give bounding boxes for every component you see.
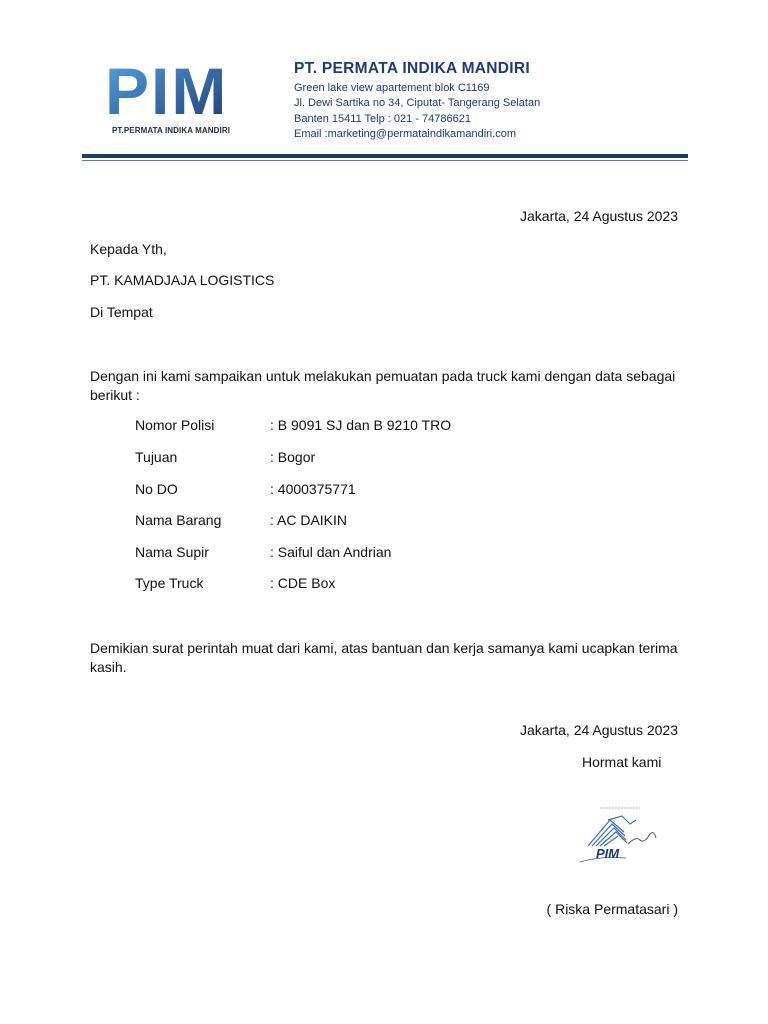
stamp-text: PIM (596, 846, 620, 861)
address-line-1: Green lake view apartement blok C1169 (294, 82, 490, 94)
detail-value: : Bogor (270, 449, 316, 465)
detail-label: Nama Supir (135, 544, 209, 560)
header-divider-thin (82, 160, 688, 161)
intro-paragraph: Dengan ini kami sampaikan untuk melakukan pemuatan pada truck kami dengan data sebagai berikut : (90, 368, 676, 403)
detail-value: : 4000375771 (270, 481, 356, 497)
detail-label: Tujuan (135, 449, 178, 465)
recipient-name: PT. KAMADJAJA LOGISTICS (90, 272, 275, 288)
company-stamp-signature (570, 806, 670, 868)
company-name: PT. PERMATA INDIKA MANDIRI (294, 60, 530, 77)
detail-label: Type Truck (135, 575, 204, 591)
signatory-name: ( Riska Permatasari ) (546, 901, 678, 917)
address-line-3: Banten 15411 Telp : 021 - 74786621 (294, 112, 471, 125)
letterhead (0, 0, 768, 180)
email-line: Email :marketing@permataindikamandiri.com (294, 127, 517, 140)
header-divider (82, 154, 688, 158)
closing-date: Jakarta, 24 Agustus 2023 (520, 722, 678, 738)
detail-label: Nomor Polisi (135, 417, 215, 433)
recipient-location: Di Tempat (90, 304, 153, 320)
detail-value: : Saiful dan Andrian (270, 544, 392, 560)
detail-label: Nama Barang (135, 512, 222, 528)
closing-paragraph: Demikian surat perintah muat dari kami, atas bantuan dan kerja samanya kami ucapkan terima kasih. (90, 640, 678, 675)
regards: Hormat kami (582, 754, 662, 770)
logo-text: PIM (105, 58, 229, 120)
detail-value: : AC DAIKIN (270, 512, 348, 528)
detail-value: : CDE Box (270, 575, 336, 591)
detail-value: : B 9091 SJ dan B 9210 TRO (270, 417, 452, 433)
address-line-2: Jl. Dewi Sartika no 34, Ciputat- Tangerang Selatan (294, 97, 541, 110)
logo-caption: PT.PERMATA INDIKA MANDIRI (112, 126, 231, 135)
letter-date: Jakarta, 24 Agustus 2023 (520, 208, 678, 224)
salutation: Kepada Yth, (90, 241, 167, 257)
company-info (294, 60, 540, 142)
detail-label: No DO (135, 481, 178, 497)
company-logo (105, 58, 240, 120)
